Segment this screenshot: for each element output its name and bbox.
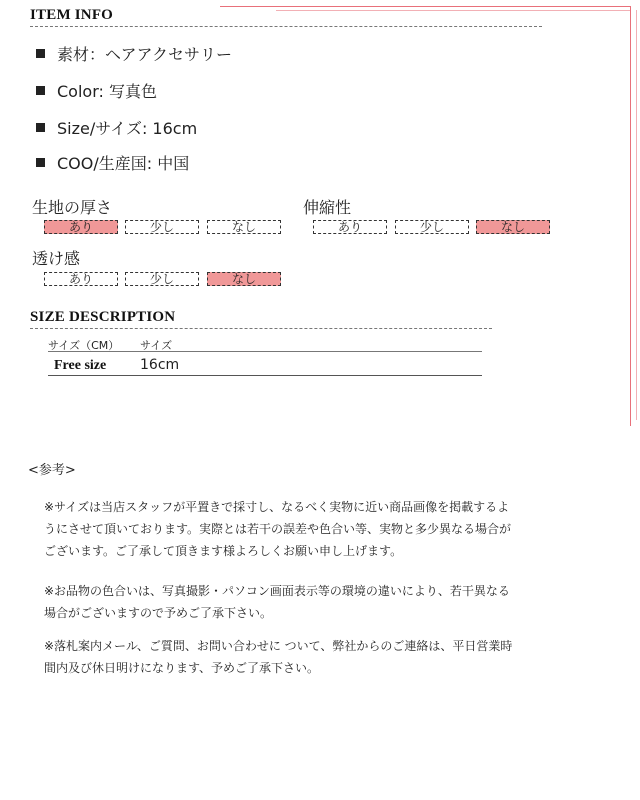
bullet-square-icon bbox=[36, 123, 45, 132]
item-info-text: 素材：ヘアアクセサリー bbox=[57, 45, 233, 64]
thickness-label: 生地の厚さ bbox=[32, 198, 113, 217]
item-info-heading: ITEM INFO bbox=[30, 7, 114, 23]
size-col-cm-header: サイズ（CM） bbox=[48, 339, 120, 352]
item-info-text: COO/生産国: 中国 bbox=[57, 154, 190, 173]
size-description-divider bbox=[30, 328, 492, 329]
item-info-divider bbox=[30, 26, 542, 27]
note-line: うにさせて頂いております。実際とは若干の誤差や色合い等、実物と多少異なる場合が bbox=[44, 522, 512, 536]
thickness-option-little: 少し bbox=[125, 220, 199, 234]
note-line: ございます。ご了承して頂きます様よろしくお願い申し上げます。 bbox=[44, 544, 403, 558]
thickness-option-yes: あり bbox=[44, 220, 118, 234]
note-line: ※落札案内メール、ご質問、お問い合わせに ついて、弊社からのご連絡は、平日営業時 bbox=[44, 639, 513, 653]
frame-top-line-2 bbox=[276, 10, 630, 11]
stretch-option-little: 少し bbox=[395, 220, 469, 234]
reference-title: <参考> bbox=[28, 463, 76, 478]
stretch-label: 伸縮性 bbox=[303, 198, 352, 217]
note-line: ※サイズは当店スタッフが平置きで採寸し、なるべく実物に近い商品画像を掲載するよ bbox=[44, 500, 510, 514]
note-line: 場合がございますので予めご了承下さい。 bbox=[44, 606, 273, 620]
size-description-heading: SIZE DESCRIPTION bbox=[30, 309, 176, 325]
reference-note-1 bbox=[44, 496, 544, 562]
item-info-text: Size/サイズ: 16cm bbox=[57, 119, 198, 138]
reference-note-2 bbox=[44, 580, 544, 624]
sheer-option-none: なし bbox=[207, 272, 281, 286]
item-info-line-color bbox=[36, 79, 157, 102]
item-info-line-coo bbox=[36, 151, 189, 174]
stretch-option-none: なし bbox=[476, 220, 550, 234]
size-row-underline bbox=[48, 375, 482, 376]
size-row-label: Free size bbox=[54, 358, 107, 373]
item-info-line-material bbox=[36, 42, 232, 65]
sheer-option-little: 少し bbox=[125, 272, 199, 286]
note-line: ※お品物の色合いは、写真撮影・パソコン画面表示等の環境の違いにより、若干異なる bbox=[44, 584, 510, 598]
size-header-underline bbox=[48, 351, 482, 352]
frame-right-line bbox=[630, 6, 631, 426]
sheer-option-yes: あり bbox=[44, 272, 118, 286]
reference-note-3 bbox=[44, 635, 544, 679]
item-info-line-size bbox=[36, 116, 197, 139]
item-info-text: Color: 写真色 bbox=[57, 82, 157, 101]
stretch-option-yes: あり bbox=[313, 220, 387, 234]
bullet-square-icon bbox=[36, 49, 45, 58]
sheer-label: 透け感 bbox=[32, 249, 81, 268]
frame-right-line-2 bbox=[636, 10, 637, 420]
frame-top-line bbox=[220, 6, 630, 7]
size-row-value: 16cm bbox=[140, 357, 180, 373]
note-line: 間内及び休日明けになります、予めご了承下さい。 bbox=[44, 661, 320, 675]
bullet-square-icon bbox=[36, 158, 45, 167]
bullet-square-icon bbox=[36, 86, 45, 95]
size-col-value-header: サイズ bbox=[140, 339, 173, 352]
thickness-option-none: なし bbox=[207, 220, 281, 234]
